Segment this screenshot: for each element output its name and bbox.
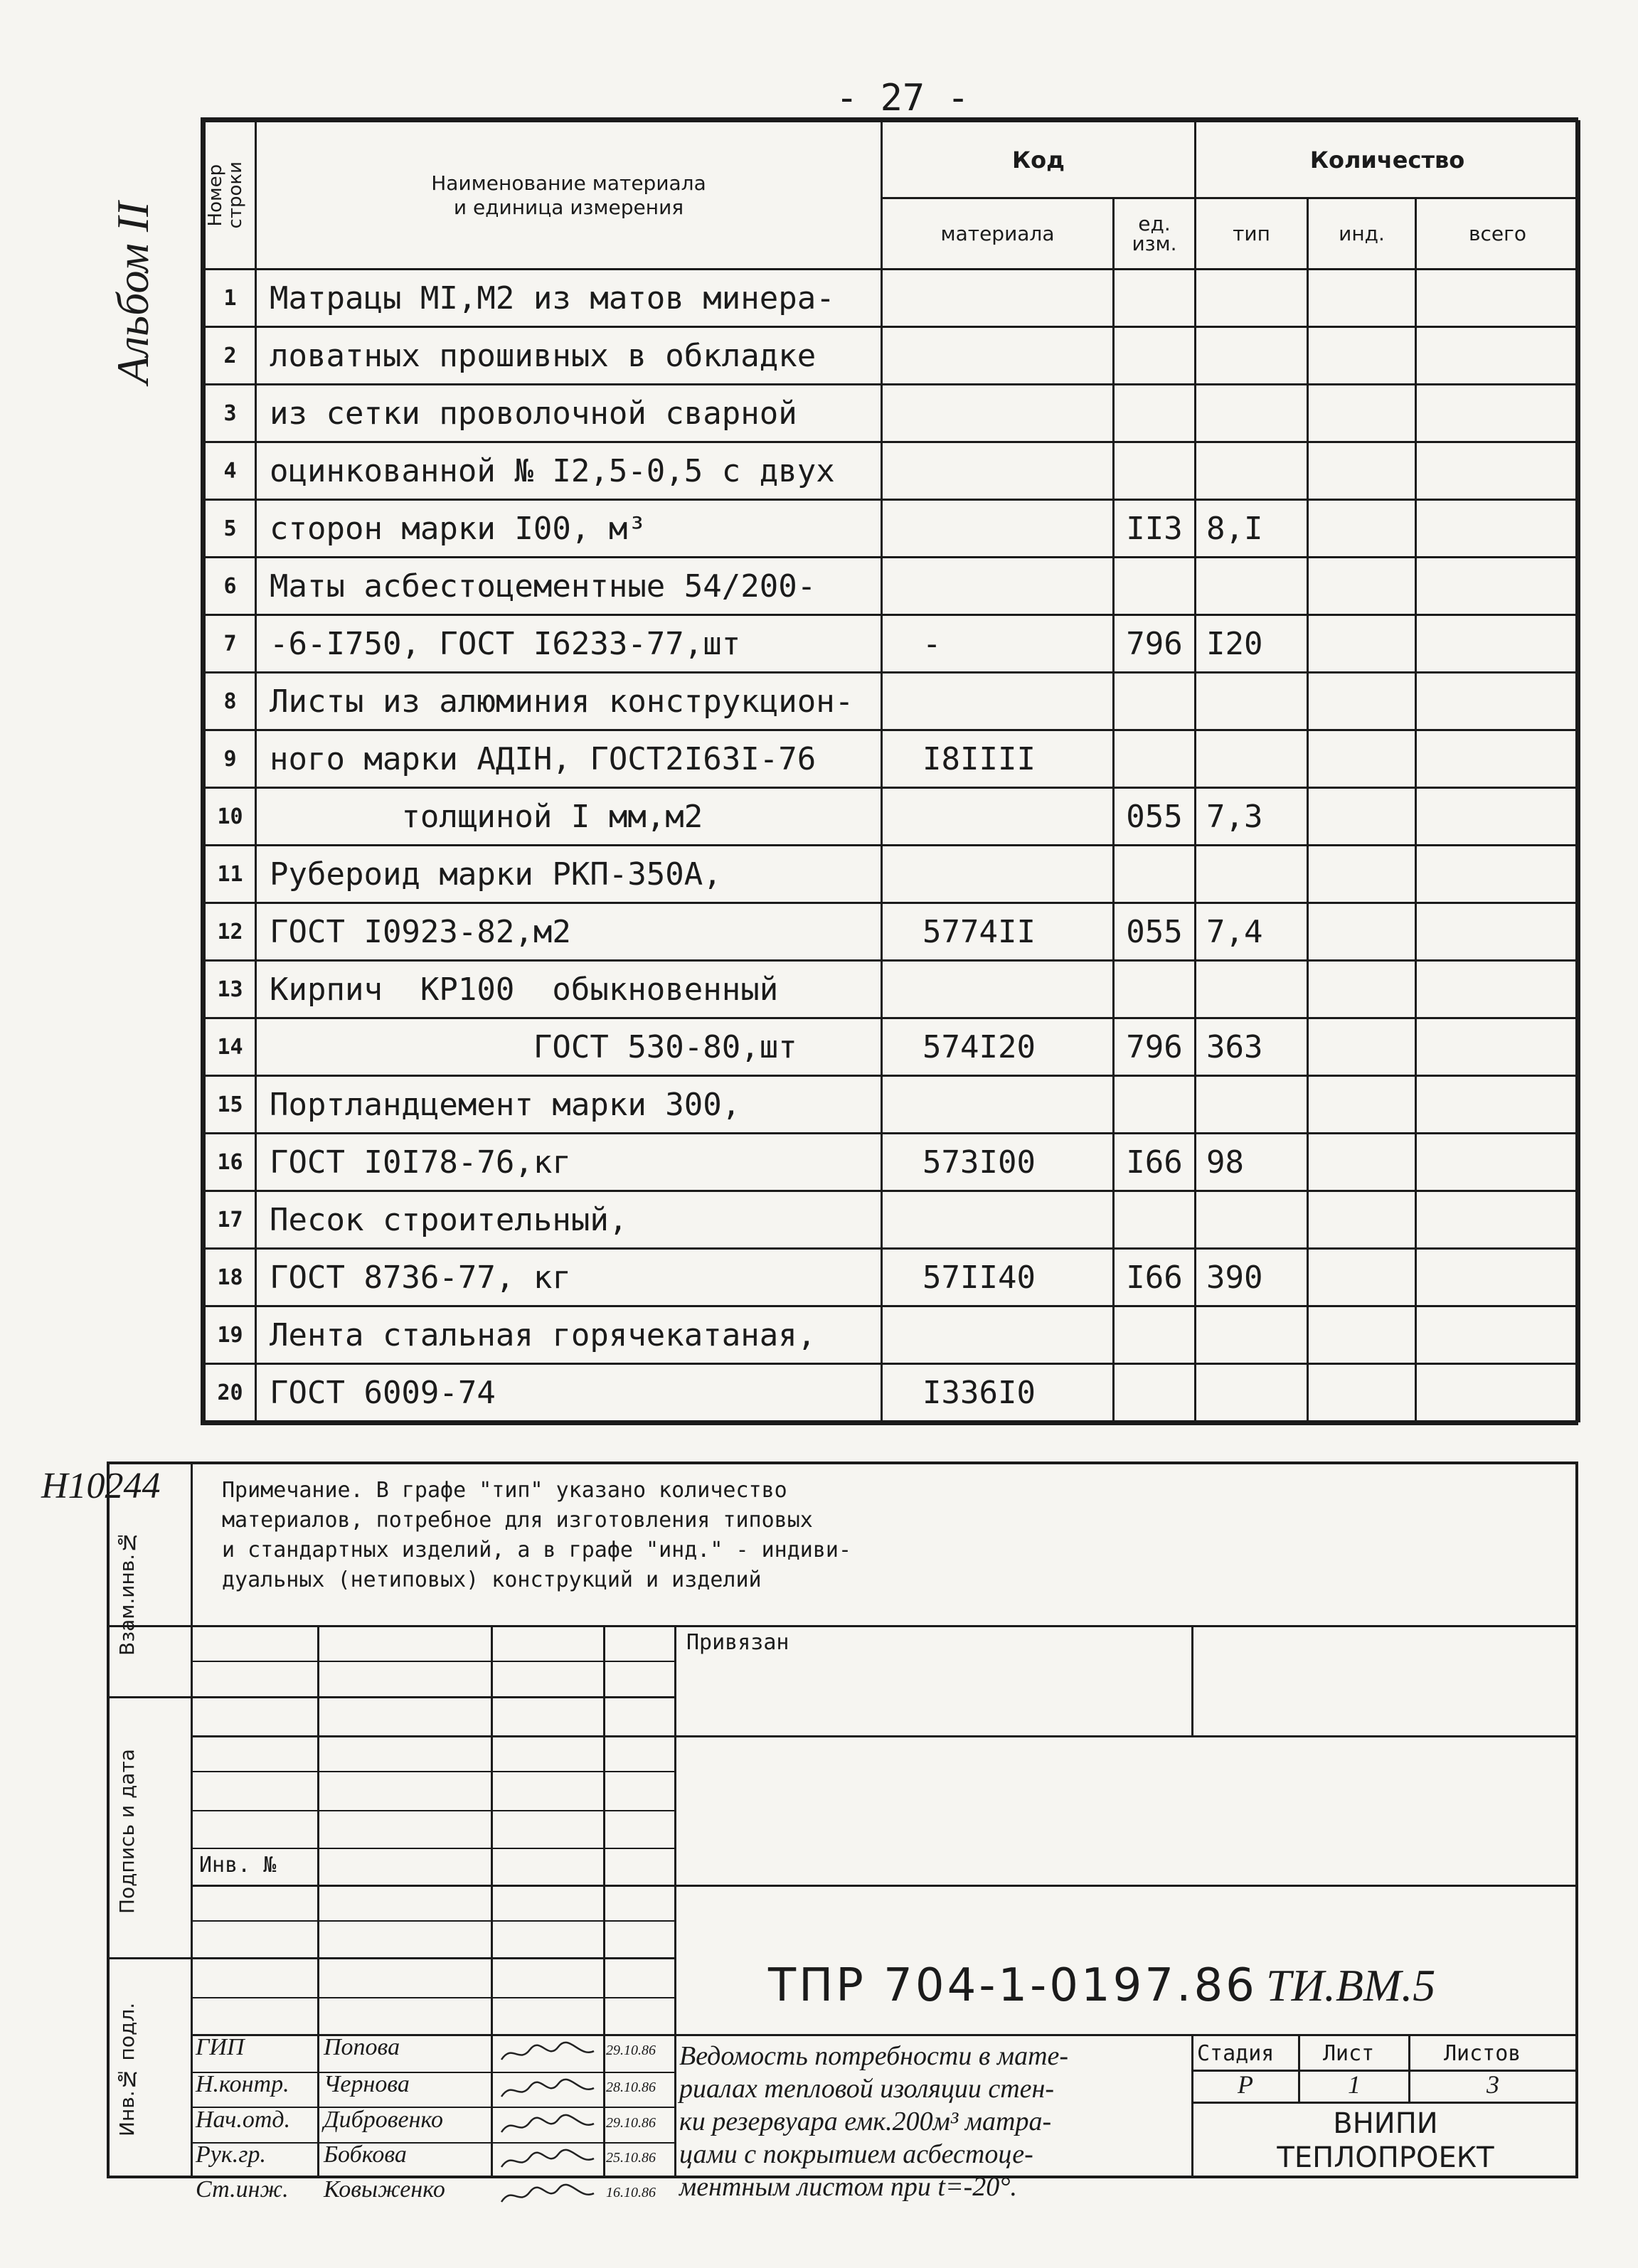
qty-ind	[1308, 270, 1416, 327]
qty-total	[1416, 615, 1580, 673]
unit-code	[1114, 961, 1196, 1018]
signer-name: Ковыженко	[324, 2176, 445, 2203]
stage-value: Р	[1238, 2070, 1253, 2099]
sheet-value: 1	[1348, 2070, 1361, 2099]
qty-total	[1416, 961, 1580, 1018]
qty-ind	[1308, 903, 1416, 961]
table-row	[205, 558, 1580, 615]
signature-mark	[498, 2077, 597, 2102]
signer-date: 29.10.86	[606, 2043, 656, 2058]
header-material-name: Наименование материала и единица измерения	[256, 122, 882, 270]
table-row	[205, 903, 1580, 961]
unit-code	[1114, 730, 1196, 788]
qty-total	[1416, 1306, 1580, 1364]
header-code-material: материала	[882, 198, 1114, 270]
material-name: Рубероид марки РКП-350А,	[256, 846, 882, 903]
qty-ind	[1308, 1306, 1416, 1364]
material-code	[882, 788, 1114, 846]
qty-ind	[1308, 673, 1416, 730]
unit-code	[1114, 846, 1196, 903]
qty-type	[1196, 327, 1308, 385]
material-name: Матрацы МI,М2 из матов минера-	[256, 270, 882, 327]
row-number: 7	[205, 615, 256, 673]
qty-total	[1416, 1134, 1580, 1191]
row-number: 9	[205, 730, 256, 788]
row-number: 15	[205, 1076, 256, 1134]
material-name: оцинкованной № I2,5-0,5 с двух	[256, 442, 882, 500]
qty-ind	[1308, 1018, 1416, 1076]
header-qty-total: всего	[1416, 198, 1580, 270]
unit-code	[1114, 327, 1196, 385]
table-row	[205, 673, 1580, 730]
signature-mark	[498, 2112, 597, 2138]
unit-code	[1114, 1306, 1196, 1364]
qty-type	[1196, 1076, 1308, 1134]
signer-date: 25.10.86	[606, 2150, 656, 2166]
header-code-unit: ед. изм.	[1114, 198, 1196, 270]
qty-type	[1196, 1191, 1308, 1249]
row-number: 6	[205, 558, 256, 615]
row-number: 10	[205, 788, 256, 846]
qty-ind	[1308, 558, 1416, 615]
inv-label: Инв. №	[199, 1853, 277, 1878]
signer-role: Н.контр.	[196, 2071, 289, 2097]
signer-name: Дибровенко	[324, 2107, 444, 2133]
row-number: 17	[205, 1191, 256, 1249]
qty-ind	[1308, 961, 1416, 1018]
qty-ind	[1308, 1249, 1416, 1306]
material-code: 574I20	[882, 1018, 1114, 1076]
material-name: ГОСТ I0I78-76,кг	[256, 1134, 882, 1191]
qty-total	[1416, 500, 1580, 558]
qty-ind	[1308, 1364, 1416, 1422]
table-row	[205, 270, 1580, 327]
qty-ind	[1308, 385, 1416, 442]
sheet-label: Лист	[1323, 2041, 1375, 2066]
material-name: Маты асбестоцементные 54/200-	[256, 558, 882, 615]
header-code: Код	[882, 122, 1196, 198]
signer-name: Бобкова	[324, 2141, 407, 2168]
unit-code: 796	[1114, 615, 1196, 673]
qty-ind	[1308, 500, 1416, 558]
table-row	[205, 1076, 1580, 1134]
qty-total	[1416, 270, 1580, 327]
qty-total	[1416, 846, 1580, 903]
table-row	[205, 1249, 1580, 1306]
row-number: 1	[205, 270, 256, 327]
table-row	[205, 788, 1580, 846]
material-name: ГОСТ I0923-82,м2	[256, 903, 882, 961]
row-number: 19	[205, 1306, 256, 1364]
material-code	[882, 1191, 1114, 1249]
unit-code	[1114, 1191, 1196, 1249]
row-number: 3	[205, 385, 256, 442]
qty-total	[1416, 327, 1580, 385]
material-code: I336I0	[882, 1364, 1114, 1422]
table-row	[205, 385, 1580, 442]
side-label-replacement: Взам.инв.№	[115, 1530, 139, 1656]
header-qty-ind: инд.	[1308, 198, 1416, 270]
qty-type	[1196, 730, 1308, 788]
qty-total	[1416, 558, 1580, 615]
material-name: Лента стальная горячекатаная,	[256, 1306, 882, 1364]
row-number: 12	[205, 903, 256, 961]
signer-role: Ст.инж.	[196, 2176, 289, 2203]
signature-mark	[498, 2182, 597, 2208]
material-code	[882, 385, 1114, 442]
qty-type: 7,3	[1196, 788, 1308, 846]
row-number: 18	[205, 1249, 256, 1306]
material-name: Кирпич КР100 обыкновенный	[256, 961, 882, 1018]
header-quantity: Количество	[1196, 122, 1580, 198]
material-name: толщиной I мм,м2	[256, 788, 882, 846]
material-code: I8IIII	[882, 730, 1114, 788]
unit-code	[1114, 1364, 1196, 1422]
material-name: ГОСТ 530-80,шт	[256, 1018, 882, 1076]
table-row	[205, 1306, 1580, 1364]
material-code	[882, 846, 1114, 903]
side-label-signature-date: Подпись и дата	[115, 1749, 139, 1914]
qty-type: 390	[1196, 1249, 1308, 1306]
signature-mark	[498, 2147, 597, 2173]
qty-type: I20	[1196, 615, 1308, 673]
row-number: 2	[205, 327, 256, 385]
unit-code	[1114, 1076, 1196, 1134]
qty-ind	[1308, 327, 1416, 385]
material-code	[882, 270, 1114, 327]
material-name: Листы из алюминия конструкцион-	[256, 673, 882, 730]
row-number: 20	[205, 1364, 256, 1422]
table-row	[205, 1191, 1580, 1249]
qty-total	[1416, 788, 1580, 846]
row-number: 16	[205, 1134, 256, 1191]
material-code: 5774II	[882, 903, 1114, 961]
qty-type	[1196, 1364, 1308, 1422]
material-code	[882, 961, 1114, 1018]
qty-type	[1196, 270, 1308, 327]
material-code: 57II40	[882, 1249, 1114, 1306]
qty-type	[1196, 385, 1308, 442]
unit-code: 055	[1114, 903, 1196, 961]
qty-type	[1196, 442, 1308, 500]
qty-total	[1416, 1191, 1580, 1249]
material-name: Песок строительный,	[256, 1191, 882, 1249]
material-name: Портландцемент марки 300,	[256, 1076, 882, 1134]
header-qty-type: тип	[1196, 198, 1308, 270]
document-suffix: ТИ.ВМ.5	[1266, 1960, 1436, 2011]
material-code	[882, 442, 1114, 500]
material-name: сторон марки I00, м³	[256, 500, 882, 558]
material-code	[882, 327, 1114, 385]
document-code: ТПР 704-1-0197.86	[768, 1959, 1257, 2012]
material-code: -	[882, 615, 1114, 673]
material-code: 573I00	[882, 1134, 1114, 1191]
table-row	[205, 1134, 1580, 1191]
unit-code	[1114, 270, 1196, 327]
header-row-number: Номер строки	[205, 122, 256, 270]
signer-name: Попова	[324, 2034, 400, 2060]
signer-role: ГИП	[196, 2034, 245, 2060]
unit-code: I66	[1114, 1249, 1196, 1306]
unit-code: 796	[1114, 1018, 1196, 1076]
qty-ind	[1308, 1134, 1416, 1191]
signer-role: Нач.отд.	[196, 2107, 291, 2133]
material-code	[882, 1306, 1114, 1364]
table-row	[205, 615, 1580, 673]
qty-ind	[1308, 1191, 1416, 1249]
material-name: из сетки проволочной сварной	[256, 385, 882, 442]
material-code	[882, 1076, 1114, 1134]
signer-name: Чернова	[324, 2071, 410, 2097]
sheets-label: Листов	[1444, 2041, 1521, 2066]
unit-code	[1114, 442, 1196, 500]
stage-label: Стадия	[1197, 2041, 1275, 2066]
qty-type	[1196, 846, 1308, 903]
table-row	[205, 961, 1580, 1018]
qty-type	[1196, 961, 1308, 1018]
qty-ind	[1308, 615, 1416, 673]
unit-code: 055	[1114, 788, 1196, 846]
signature-mark	[498, 2040, 597, 2065]
row-number: 8	[205, 673, 256, 730]
qty-type	[1196, 558, 1308, 615]
qty-ind	[1308, 788, 1416, 846]
material-code	[882, 500, 1114, 558]
qty-total	[1416, 1249, 1580, 1306]
attached-label: Привязан	[686, 1630, 789, 1655]
qty-total	[1416, 442, 1580, 500]
organization: ВНИПИ ТЕПЛОПРОЕКТ	[1277, 2107, 1494, 2174]
qty-ind	[1308, 1076, 1416, 1134]
row-number: 11	[205, 846, 256, 903]
qty-type	[1196, 1306, 1308, 1364]
row-number: 13	[205, 961, 256, 1018]
qty-type: 8,I	[1196, 500, 1308, 558]
unit-code	[1114, 385, 1196, 442]
note-text: Примечание. В графе "тип" указано количество материалов, потребное для изготовления типовых и стандартных изделий, а в графе "инд." - индиви- дуальных (нетиповых) конструкций и изделий	[222, 1478, 852, 1592]
row-number: 4	[205, 442, 256, 500]
qty-type: 363	[1196, 1018, 1308, 1076]
signer-date: 29.10.86	[606, 2115, 656, 2131]
qty-total	[1416, 1018, 1580, 1076]
side-label-original-inv: Инв.№ подл.	[115, 2002, 139, 2137]
unit-code: II3	[1114, 500, 1196, 558]
qty-ind	[1308, 730, 1416, 788]
sheets-value: 3	[1487, 2070, 1499, 2099]
material-code	[882, 558, 1114, 615]
row-number: 14	[205, 1018, 256, 1076]
qty-type	[1196, 673, 1308, 730]
material-name: ловатных прошивных в обкладке	[256, 327, 882, 385]
table-row	[205, 1018, 1580, 1076]
qty-total	[1416, 903, 1580, 961]
qty-total	[1416, 1364, 1580, 1422]
album-label: Альбом II	[107, 201, 158, 384]
qty-total	[1416, 730, 1580, 788]
row-number: 5	[205, 500, 256, 558]
material-code	[882, 673, 1114, 730]
unit-code	[1114, 558, 1196, 615]
material-name: ного марки АДIН, ГОСТ2I63I-76	[256, 730, 882, 788]
signer-date: 28.10.86	[606, 2080, 656, 2095]
table-row	[205, 500, 1580, 558]
qty-ind	[1308, 846, 1416, 903]
qty-ind	[1308, 442, 1416, 500]
document-title: Ведомость потребности в мате- риалах тепловой изоляции стен- ки резервуара емк.200м³ матра- цами с покрытием асбестоце- ментным листом при t=-20°.	[679, 2041, 1069, 2202]
unit-code	[1114, 673, 1196, 730]
material-name: -6-I750, ГОСТ I6233-77,шт	[256, 615, 882, 673]
materials-table	[201, 117, 1578, 1425]
qty-total	[1416, 1076, 1580, 1134]
material-name: ГОСТ 6009-74	[256, 1364, 882, 1422]
table-row	[205, 442, 1580, 500]
page-number: - 27 -	[836, 77, 969, 119]
qty-type: 7,4	[1196, 903, 1308, 961]
table-row	[205, 1364, 1580, 1422]
unit-code: I66	[1114, 1134, 1196, 1191]
table-row	[205, 730, 1580, 788]
material-name: ГОСТ 8736-77, кг	[256, 1249, 882, 1306]
signer-date: 16.10.86	[606, 2185, 656, 2200]
signer-role: Рук.гр.	[196, 2141, 267, 2168]
inventory-stamp: Н10244	[41, 1466, 161, 1506]
qty-type: 98	[1196, 1134, 1308, 1191]
table-row	[205, 846, 1580, 903]
qty-total	[1416, 385, 1580, 442]
table-row	[205, 327, 1580, 385]
qty-total	[1416, 673, 1580, 730]
